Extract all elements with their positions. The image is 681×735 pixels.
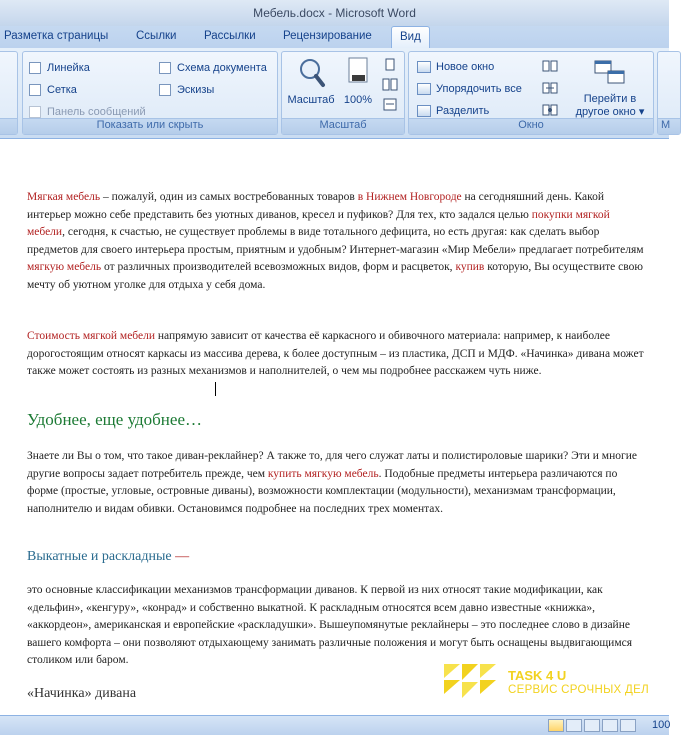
two-pages-icon	[382, 78, 398, 92]
one-page-icon	[382, 58, 398, 72]
message-bar-label: Панель сообщений	[47, 106, 146, 118]
document-map-checkbox[interactable]	[159, 61, 267, 75]
text-run: напрямую зависит от качества её каркасного и обивочного материала: например, к наиболее дорогостоящим относят каркасы из массива дерева, к более доступным – из пластика, ДСП и МДФ. «Начинка» дивана может также может состоять из разных механизмов и наполнителей, о чем мы подробнее расскажем чуть ниже.	[27, 330, 644, 377]
checkbox-box	[159, 84, 171, 96]
outline-view-icon[interactable]	[602, 719, 618, 732]
ribbon-group-window	[408, 51, 654, 135]
dropdown-arrow-icon: ▾	[638, 106, 645, 118]
arrange-all-icon	[417, 83, 431, 95]
ribbon-group-show-hide	[22, 51, 278, 135]
view-side-by-side-button[interactable]	[542, 59, 558, 73]
keyword-link: в Нижнем Новгороде	[354, 191, 462, 203]
tab-review[interactable]: Рецензирование	[283, 30, 372, 42]
tab-view[interactable]: Вид	[391, 26, 430, 48]
sync-scroll-icon	[542, 81, 558, 95]
zoom-button-label: Масштаб	[287, 94, 335, 106]
thumbnails-checkbox[interactable]	[159, 83, 214, 97]
show-hide-group-label: Показать или скрыть	[23, 118, 277, 134]
keyword-link: купив	[455, 261, 485, 273]
zoom-button[interactable]	[286, 56, 336, 106]
one-page-button[interactable]	[382, 58, 398, 72]
arrange-all-label: Упорядочить все	[436, 83, 522, 95]
new-window-icon	[417, 61, 431, 73]
tab-mailings[interactable]: Рассылки	[204, 30, 256, 42]
text-run: Знаете ли Вы о том, что такое диван-реклайнер? А также то, для чего служат латы и полистироловые шарики? Эти и многие другие вопросы задает потребитель прежде, чем	[27, 450, 637, 480]
document-area[interactable]	[0, 139, 669, 715]
paragraph-intro	[27, 189, 649, 294]
task4u-logo-icon	[444, 664, 500, 702]
checkbox-box	[29, 62, 41, 74]
side-by-side-icon	[542, 59, 558, 73]
keyword-link: покупки мягкой мебели	[27, 208, 610, 238]
switch-windows-button[interactable]	[569, 58, 651, 120]
text-run: , сегодня, к счастью, не существует проблемы в виде тотального дефицита, но есть другая: как сделать выбор предметов для своего интерьера простым, приятным и удобным? Интернет-магазин «Мир Мебели» предлагает потребителям	[27, 226, 644, 256]
reset-window-position-button[interactable]	[542, 103, 558, 117]
synchronous-scrolling-button[interactable]	[542, 81, 558, 95]
web-layout-view-icon[interactable]	[584, 719, 600, 732]
message-bar-checkbox[interactable]	[29, 105, 146, 119]
ribbon	[0, 48, 669, 139]
heading-filling: «Начинка» дивана	[27, 686, 137, 701]
text-cursor	[215, 382, 216, 396]
two-pages-button[interactable]	[382, 78, 398, 92]
heading-mechanisms: Выкатные и раскладные —	[27, 549, 190, 564]
keyword-link: мягкую мебель	[27, 261, 102, 273]
checkbox-box	[29, 84, 41, 96]
ribbon-tabs	[0, 26, 669, 48]
tab-references[interactable]: Ссылки	[136, 30, 177, 42]
magnifier-icon	[286, 56, 336, 90]
view-buttons	[548, 719, 636, 732]
keyword-link: Мягкая мебель	[27, 191, 101, 203]
text-run: которую, Вы осуществите свою мечту об уютном уголке для отдыха у себя дома.	[27, 261, 643, 291]
text-run: на сегодняшний день. Какой интерьер можно себе представить без уютных диванов, кресел и пуфиков? Для тех, кто задался целью	[27, 191, 604, 221]
split-button[interactable]	[417, 103, 489, 119]
ribbon-group-zoom	[281, 51, 405, 135]
text-run: – пожалуй, один из самых востребованных товаров	[100, 191, 355, 203]
text-run: от различных производителей всевозможных видов, форм и расцветок,	[101, 261, 456, 273]
gridlines-label: Сетка	[47, 84, 77, 96]
switch-windows-icon	[593, 58, 627, 88]
ribbon-group-partial-left	[0, 51, 18, 135]
ribbon-group-partial-right	[657, 51, 681, 135]
reset-window-icon	[542, 103, 558, 117]
keyword-link: купить мягкую мебель	[267, 467, 379, 480]
split-label: Разделить	[436, 105, 490, 117]
text-run: . Подобные предметы интерьера различаются по форме (простые, угловые, островные диваны), возможности комплектации (модульности), механизмам трансформации, наполнителю и видам обивки. Остановимся подробнее на последних трех моментах.	[27, 467, 618, 515]
full-screen-reading-view-icon[interactable]	[566, 719, 582, 732]
document-map-label: Схема документа	[177, 62, 267, 74]
partial-group-label: М	[658, 118, 680, 134]
watermark	[444, 664, 649, 702]
paragraph-mechanisms: это основные классификации механизмов трансформации диванов. К первой из них относят такие модификации, как «дельфин», «кенгуру», «конрад» и собственно выкатной. К раскладным относятся всем давно известные «книжка», «аккордеон», американская и европейские «раскладушки». Вышеупомянутые реклайнеры – это последнее слово в дизайне вашего комфорта – они позволяют отдыхающему занимать различные положения и могут быть оснащены выдвигающимся столиком или баром.	[27, 584, 632, 666]
split-icon	[417, 105, 431, 117]
watermark-line2: СЕРВИС СРОЧНЫХ ДЕЛ	[508, 684, 649, 696]
draft-view-icon[interactable]	[620, 719, 636, 732]
checkbox-box	[29, 106, 41, 118]
switch-windows-label: Перейти в другое окно ▾	[575, 93, 645, 118]
heading-comfort: Удобнее, еще удобнее…	[27, 410, 202, 429]
zoom-100-label: 100%	[343, 94, 373, 106]
zoom-group-label: Масштаб	[282, 118, 404, 134]
arrange-all-button[interactable]	[417, 81, 522, 97]
zoom-100-button[interactable]	[340, 56, 376, 106]
ruler-checkbox[interactable]	[29, 61, 90, 75]
checkbox-box	[159, 62, 171, 74]
new-window-label: Новое окно	[436, 61, 495, 73]
paragraph-questions	[27, 448, 649, 518]
watermark-line1: TASK 4 U	[508, 668, 567, 683]
gridlines-checkbox[interactable]	[29, 83, 77, 97]
ruler-label: Линейка	[47, 62, 90, 74]
zoom-level[interactable]: 100	[652, 719, 671, 731]
paragraph-price	[27, 328, 649, 381]
title-bar	[0, 0, 669, 26]
status-bar	[0, 715, 669, 735]
page-width-icon	[382, 98, 398, 112]
print-layout-view-icon[interactable]	[548, 719, 564, 732]
thumbnails-label: Эскизы	[177, 84, 215, 96]
keyword-link: Стоимость мягкой мебели	[27, 330, 156, 342]
page-100-icon	[340, 56, 376, 90]
new-window-button[interactable]	[417, 59, 494, 75]
tab-page-layout[interactable]: Разметка страницы	[4, 30, 109, 42]
window-title: Мебель.docx - Microsoft Word	[253, 6, 416, 20]
window-group-label: Окно	[409, 118, 653, 134]
page-width-button[interactable]	[382, 98, 398, 112]
